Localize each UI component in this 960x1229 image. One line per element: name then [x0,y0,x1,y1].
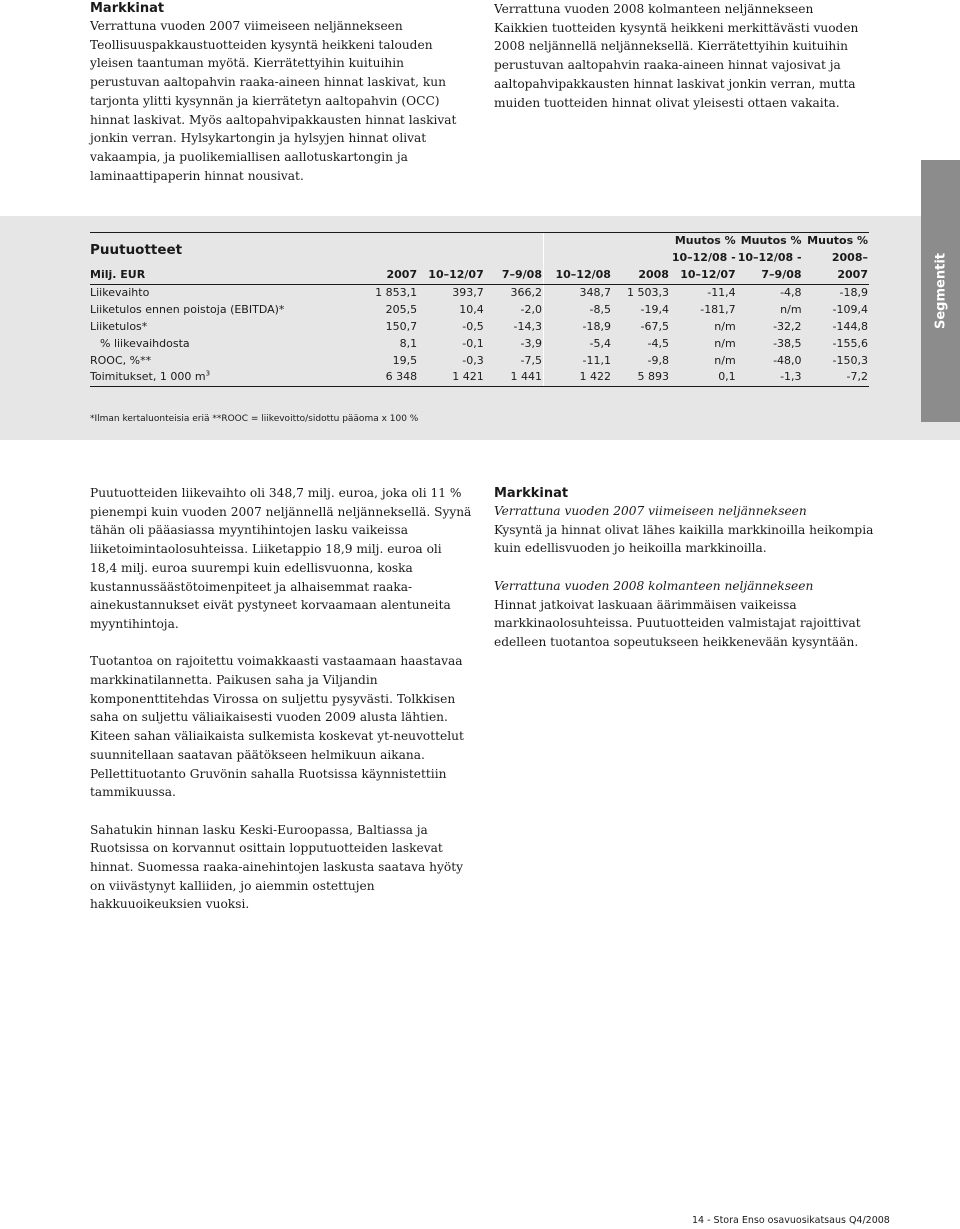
change-col-1-line2: 10–12/08 - [671,250,736,264]
row-value: -48,0 [773,353,802,367]
table-row [90,285,869,302]
markets-heading-2: Markkinat [494,486,569,501]
change-col-1-line3: 10–12/07 [670,267,737,285]
row-value: -7,5 [520,353,542,367]
change-col-2-line1: Muutos % [740,234,802,247]
row-value: -5,4 [543,336,611,353]
row-value: n/m [714,319,736,333]
change-col-2-line2: 10–12/08 - [737,250,802,264]
change-col-3-line1: Muutos % [807,234,868,247]
row-value: -8,5 [543,302,611,319]
row-value: 1 853,1 [375,286,418,300]
row-value: 19,5 [392,353,418,367]
lead-2007: Verrattuna vuoden 2007 viimeiseen neljännekseen [494,504,807,518]
row-value: -0,1 [462,336,484,350]
row-value: -0,3 [462,353,484,367]
row-value: -109,4 [832,303,868,317]
table-title: Puutuotteet [90,242,183,258]
row-value: 8,1 [399,336,418,350]
top-left-column [90,0,472,185]
row-value: -19,4 [640,303,669,317]
row-value: -150,3 [832,353,868,367]
row-value: n/m [714,336,736,350]
row-value: -144,8 [832,319,868,333]
col-header-q4-07: 10–12/07 [418,267,485,285]
row-value: 6 348 [344,369,418,386]
col-header-2008: 2008 [612,267,670,285]
lead-2008: Verrattuna vuoden 2008 kolmanteen neljännekseen [494,578,814,593]
table-row [90,353,869,370]
row-value: -18,9 [543,319,611,336]
row-value: -3,9 [520,336,542,350]
row-label: ROOC, %** [90,353,152,367]
row-value: -38,5 [773,336,802,350]
row-value: -2,0 [520,303,542,317]
row-value: -0,5 [462,319,484,333]
row-value: -67,5 [640,319,669,333]
page-footer: 14 - Stora Enso osavuosikatsaus Q4/2008 [692,1215,890,1226]
row-value: 348,7 [543,285,611,302]
row-value: 205,5 [385,303,418,317]
row-value: -32,2 [773,319,802,333]
segment-tab: Segmentit [921,160,960,422]
row-value: 1 441 [485,369,544,386]
row-value: -1,3 [737,369,803,386]
row-value: n/m [780,303,802,317]
table-row [90,369,869,386]
top-right-column [494,0,880,112]
row-value: -4,8 [780,286,802,300]
comparison-lead: Verrattuna vuoden 2008 kolmanteen neljännekseen [494,2,814,16]
row-value: 5 893 [612,369,670,386]
change-col-3-line3: 2007 [803,267,869,285]
table-footnote: *Ilman kertaluonteisia eriä **ROOC = liikevoitto/sidottu pääoma x 100 % [90,414,419,424]
row-label: Toimitukset, 1 000 $m^3$ [90,369,344,386]
row-label: Liiketulos* [90,319,148,333]
revenue-paragraph: Puutuotteiden liikevaihto oli 348,7 milj. euroa, joka oli 11 % pienempi kuin vuoden 2007 neljännellä neljänneksellä. Syynä tähän oli pääasiassa myyntihintojen lasku vaikeissa liiketoimintaolosuhteissa. Liiketappio 18,9 milj. euroa oli 18,4 milj. euroa suurempi kuin edellisvuonna, koska kustannussäästötoimenpiteet ja alhaisemmat raaka-ainekustannukset eivät pystyneet korvaamaan alentuneita myyntihintoja. [90,486,472,631]
row-value: -7,2 [803,369,869,386]
markets-heading: Markkinat [90,1,165,16]
row-value: 10,4 [459,303,484,317]
row-value: -155,6 [832,336,868,350]
markets-paragraph-2008: Hinnat jatkoivat laskuaan äärimmäisen vaikeissa markkinaolosuhteissa. Puutuotteiden valmistajat rajoittivat edelleen tuotantoa sopeutukseen heikkenevään kysyntään. [494,597,861,649]
markets-paragraph: Verrattuna vuoden 2007 viimeiseen neljännekseen Teollisuuspakkaustuotteiden kysyntä heikkeni talouden yleisen taantuman myötä. Kierrätettyihin kuituihin perustuvan aaltopahvin raaka-aineen hinnat laskivat, kun tarjonta ylitti kysynnän ja kierrätetyn aaltopahvin (OCC) hinnat laskivat. Myös aaltopahvipakkausten hinnat laskivat jonkin verran. Hylsykartongin ja hylsyjen hinnat olivat vakaampia, ja puolikemiallisen aallotuskartongin ja laminaattipaperin hinnat nousivat. [90,19,457,183]
table-row [90,302,869,319]
row-label: Liikevaihto [90,286,150,300]
markets-paragraph-2007: Kysyntä ja hinnat olivat lähes kaikilla markkinoilla heikompia kuin edellisvuoden jo heikoilla markkinoilla. [494,522,874,556]
row-value: -14,3 [513,319,542,333]
col-header-q4-08: 10–12/08 [543,267,611,285]
row-value: 150,7 [385,319,418,333]
unit-superscript: 3 [205,369,211,378]
row-value: 366,2 [510,286,542,300]
row-label: Liiketulos ennen poistoja (EBITDA)* [90,303,285,317]
row-value: 1 503,3 [626,286,669,300]
col-header-q3-08: 7–9/08 [485,267,544,285]
comparison-paragraph: Kaikkien tuotteiden kysyntä heikkeni merkittävästi vuoden 2008 neljännellä neljänneksellä. Kierrätettyihin kuituihin perustuvan aaltopahvin raaka-aineen hinnat vajosivat ja aaltopahvipakkausten hinnat laskivat jonkin verran, mutta muiden tuotteiden hinnat olivat yleisesti ottaen vakaita. [494,20,859,110]
change-col-1-line1: Muutos % [674,234,736,247]
change-col-3-line2: 2008– [831,250,868,264]
row-value: -11,1 [543,353,611,370]
row-value: 393,7 [452,286,484,300]
unit-label: Milj. EUR [90,267,344,285]
sawlog-paragraph: Sahatukin hinnan lasku Keski-Euroopassa, Baltiassa ja Ruotsissa on korvannut osittain lopputuotteiden laskevat hinnat. Suomessa raaka-ainehintojen laskusta saatava hyöty on viivästynyt kalliiden, jo aiemmin ostettujen hakkuuoikeuksien vuoksi. [90,822,463,912]
table-row [90,336,869,353]
table-row [90,319,869,336]
bottom-right-column [494,485,880,652]
row-value: -11,4 [707,286,736,300]
wood-products-table [90,232,869,387]
col-header-2007: 2007 [344,267,418,285]
row-value: -181,7 [700,303,736,317]
row-value: 0,1 [670,369,737,386]
row-value: -9,8 [647,353,669,367]
row-value: -4,5 [647,336,669,350]
bottom-left-column [90,484,472,914]
row-value: 1 421 [418,369,485,386]
row-value: -18,9 [839,286,868,300]
row-value: 1 422 [543,369,611,386]
row-value: n/m [714,353,736,367]
row-label: % liikevaihdosta [100,336,190,350]
production-paragraph: Tuotantoa on rajoitettu voimakkaasti vastaamaan haastavaa markkinatilannetta. Paikusen saha ja Viljandin komponenttitehdas Virossa on suljettu pysyvästi. Tolkkisen saha on suljettu väliaikaisesti vuoden 2009 alusta lähtien. Kiteen sahan väliaikaista sulkemista koskevat yt-neuvottelut suunnitellaan saatavan päätökseen helmikuun aikana. Pellettituotanto Gruvönin sahalla Ruotsissa käynnistettiin tammikuussa. [90,654,464,800]
change-col-2-line3: 7–9/08 [737,267,803,285]
